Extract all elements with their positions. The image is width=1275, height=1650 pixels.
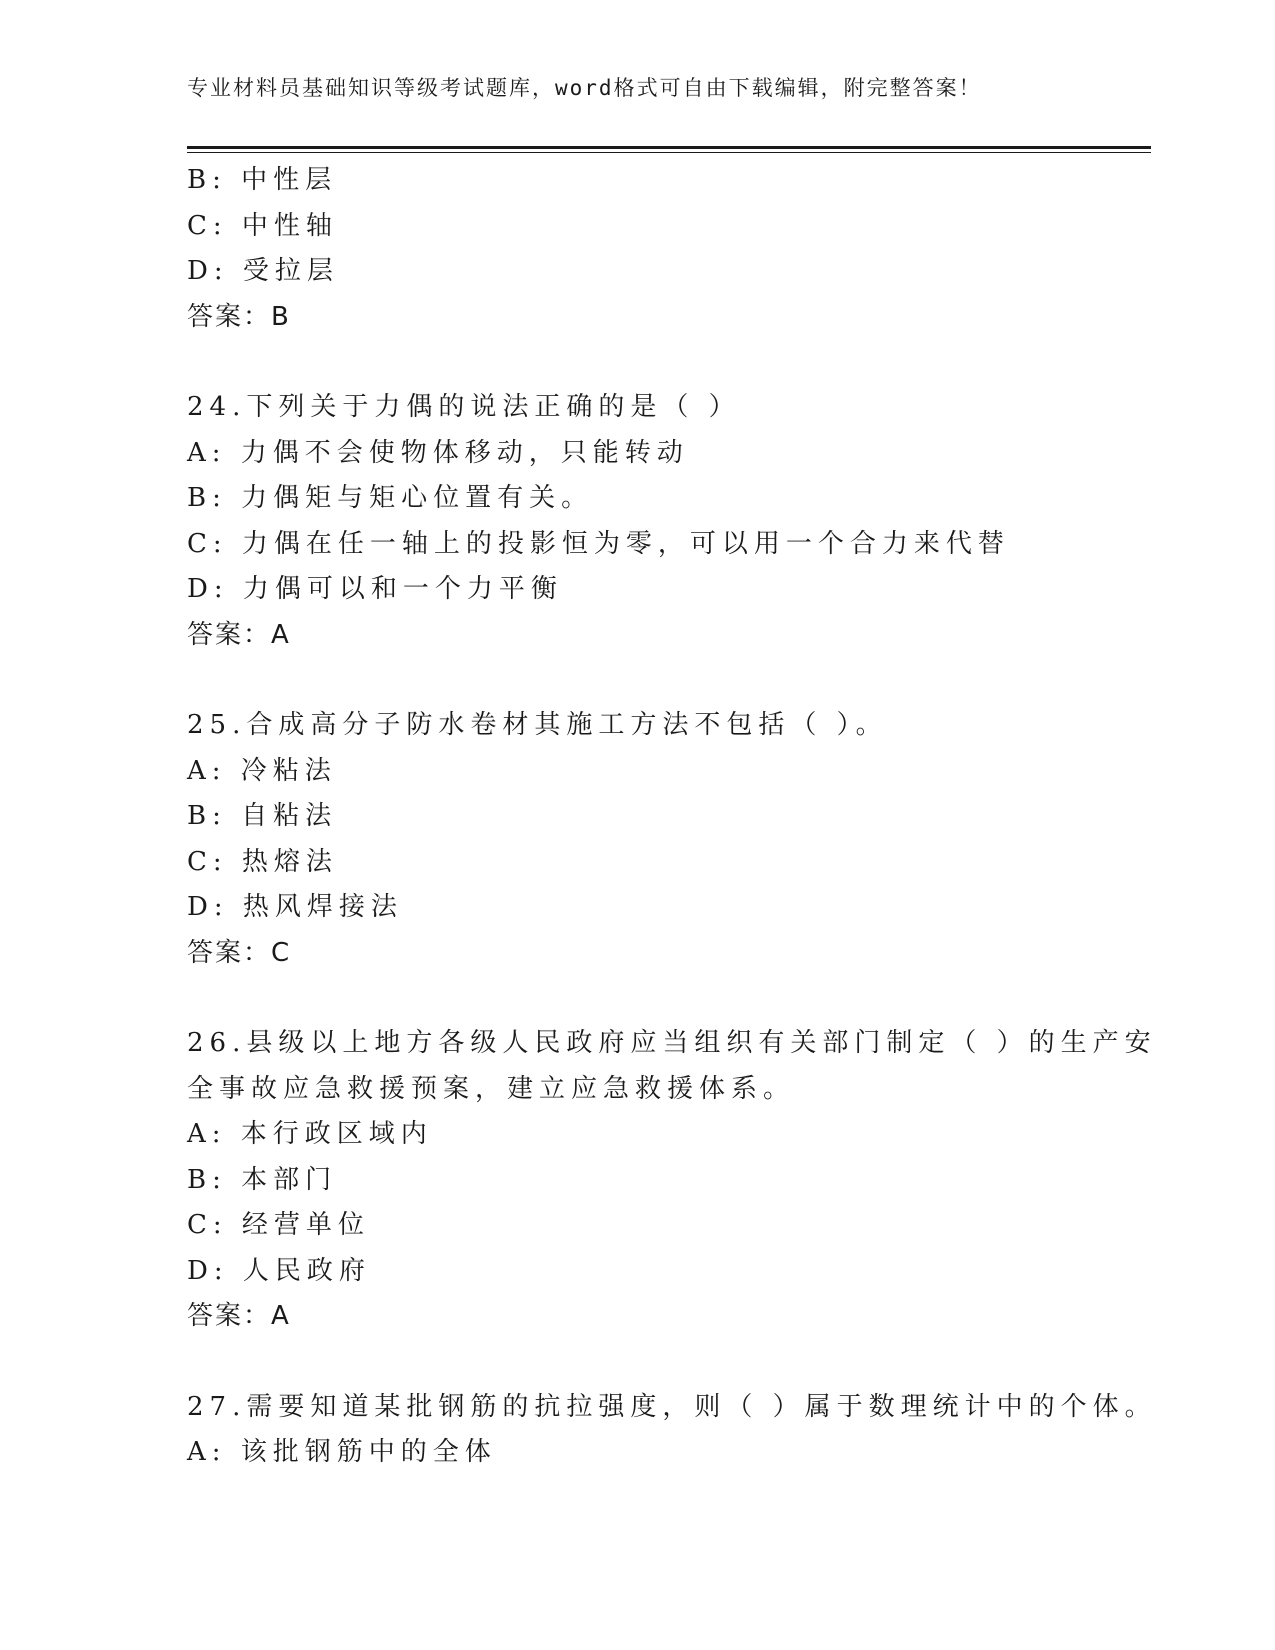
question-list xyxy=(187,158,1157,1476)
option-line: C: 热熔法 xyxy=(187,846,338,877)
page-header: 专业材料员基础知识等级考试题库，word格式可自由下载编辑，附完整答案！ xyxy=(187,76,982,100)
question-block xyxy=(187,703,1087,976)
option-line: A: 力偶不会使物体移动，只能转动 xyxy=(187,437,689,468)
block-gap xyxy=(187,976,1087,1021)
question-block xyxy=(187,1021,1157,1340)
option-line: C: 力偶在任一轴上的投影恒为零，可以用一个合力来代替 xyxy=(187,528,1010,559)
option-line: C: 中性轴 xyxy=(187,210,338,241)
block-gap xyxy=(187,658,1087,703)
option-line: A: 冷粘法 xyxy=(187,755,337,786)
option-line: D: 受拉层 xyxy=(187,256,339,286)
option-line: B: 自粘法 xyxy=(187,801,338,831)
option-line: A: 本行政区域内 xyxy=(187,1119,433,1149)
answer-line: 答案：C xyxy=(187,937,292,968)
option-line: B: 力偶矩与矩心位置有关。 xyxy=(187,483,594,513)
option-line: B: 中性层 xyxy=(187,165,338,195)
question-block xyxy=(187,158,1087,340)
option-line: B: 本部门 xyxy=(187,1164,338,1195)
question-stem: 24.下列关于力偶的说法正确的是（ ） xyxy=(187,392,741,422)
question-stem: 27.需要知道某批钢筋的抗拉强度，则（ ）属于数理统计中的个体。 xyxy=(187,1391,1157,1422)
header-rule-thin xyxy=(187,152,1151,153)
question-stem: 25.合成高分子防水卷材其施工方法不包括（ ）。 xyxy=(187,710,888,740)
question-stem: 26.县级以上地方各级人民政府应当组织有关部门制定（ ）的生产安 xyxy=(187,1028,1157,1058)
question-block xyxy=(187,385,1087,658)
header-rule-thick xyxy=(187,146,1151,149)
block-gap xyxy=(187,340,1087,385)
question-block xyxy=(187,1385,1157,1476)
answer-line: 答案：B xyxy=(187,301,291,332)
option-line: D: 热风焊接法 xyxy=(187,892,403,922)
question-stem-continued: 全事故应急救援预案，建立应急救援体系。 xyxy=(187,1073,796,1104)
option-line: D: 力偶可以和一个力平衡 xyxy=(187,574,563,604)
answer-line: 答案：A xyxy=(187,1301,291,1331)
option-line: C: 经营单位 xyxy=(187,1210,370,1240)
block-gap xyxy=(187,1340,1087,1385)
answer-line: 答案：A xyxy=(187,619,291,650)
option-line: D: 人民政府 xyxy=(187,1255,371,1286)
option-line: A: 该批钢筋中的全体 xyxy=(187,1437,497,1467)
